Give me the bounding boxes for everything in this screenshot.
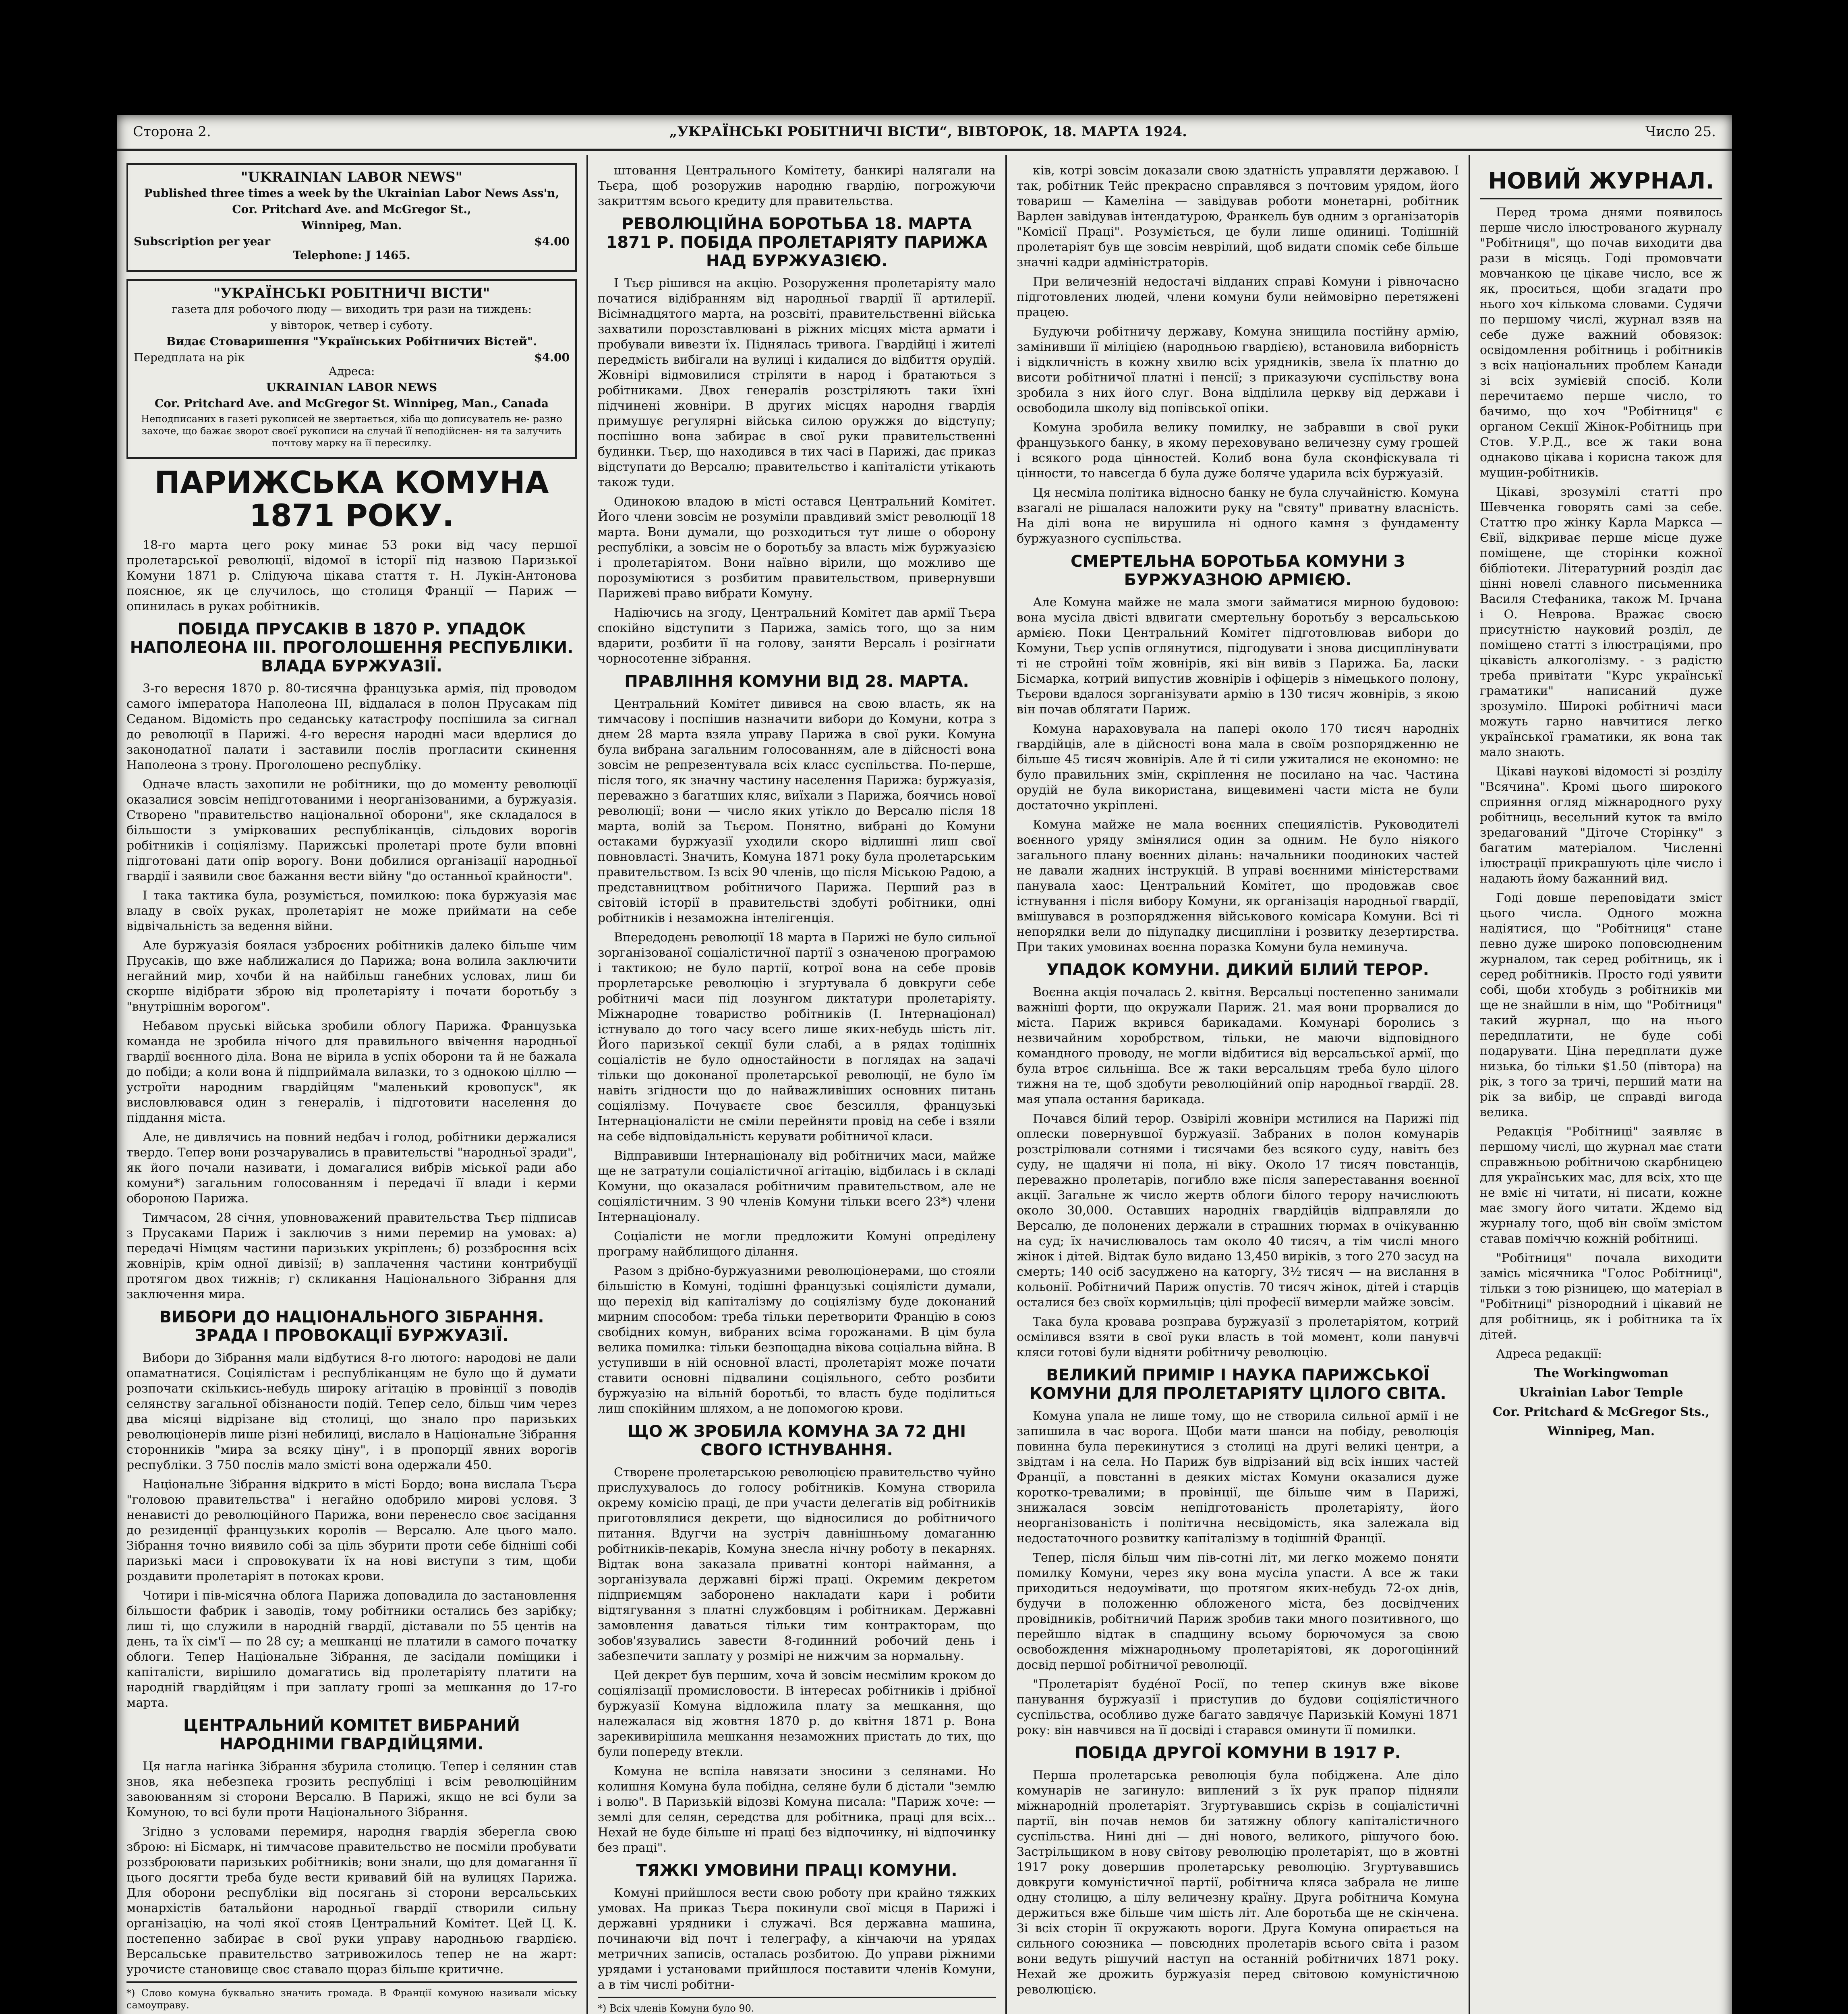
newspaper-page [117,115,1732,2014]
paragraph: Національне Зібрання відкрито в місті Бордо; вона вислала Тьєра "головою правительства" і негайно одобрило мирові условя. З ненависті до революційного Парижа, вони перенесло своє засідання до резиденції французьких королів — Версалю. Але цього мало. Зібрання точно виявило собі за ціль збурити проти себе бідніші собі паризькі маси і спровокувати їх на нові виступи з тим, щоби роздавити пролетаріят в потоках крови. [126,1477,577,1583]
column-2 [588,155,1007,2014]
address-line-1: UKRAINIAN LABOR NEWS [266,381,437,394]
section-heading: ПРАВЛІННЯ КОМУНИ ВІД 28. МАРТА. [624,672,969,691]
section-heading: ВЕЛИКИЙ ПРИМІР І НАУКА ПАРИЖСЬКОЇ КОМУНИ ДЛЯ ПРОЛЕТАРІЯТУ ЦІЛОГО СВІТА. [1029,1366,1446,1403]
journal-headline: НОВИЙ ЖУРНАЛ. [1480,169,1722,199]
masthead: „УКРАЇНСЬКІ РОБІТНИЧІ ВІСТИ“, ВІВТОРОК, 18. МАРТА 1924. [669,124,1187,140]
price-value: $4.00 [534,351,570,364]
address-label: Адреса: [328,365,375,378]
paragraph: І Тьєр рішився на акцію. Розоруження пролетаріяту мало початися відібранням від народньої гвардії її артилерії. Вісімнадцятого марта, на розсвіті, правительственні війська захватили порозставлювані в ріжних місцях міста армати і пробували вивезти їх. Піднялась тривога. Гвардійці і жителі передмість вибігали на вулиці і кидалися до відбиття орудій. Жовнірі відмовилися стріляти в народ і братаються з робітниками. Двох генералів розстріляють таки їхні підчинені жовніри. В других місцях народня гвардія примушує регулярні війська силою оружжя до відступу; поспішно вона забирає в свої руки правительственні будинки. Тьєр, що находився в тих часі в Парижі, дає приказ відступати до Версалю; правительство і капіталісти утікають також туди. [598,276,996,489]
paragraph: Годі довше переповідати зміст цього числа. Одного можна надіятися, що "Робітниця" стане певно дуже широко поповсюдненим журналом, так серед робітниць, як і серед робітників. Просто годі уявити собі, щоби хтобудь з робітників ми ще не знайшли в нім, що "Робітниця" такий журнал, що на нього передплатити, не буде собі подарувати. Ціна передплати дуже низька, бо тільки $1.50 (півтора) на рік, з того за тричі, перший мати на рік за вибір, це справді вигода велика. [1480,891,1722,1119]
paragraph: Але, не дивлячись на повний недбач і голод, робітники держалися твердо. Тепер вони розчарувались в правительстві "народньої зради", як його почали називати, і домагалися вибрів міської ради або комуни*) загальним голосованням і передачі її влади і керми обороною Парижа. [126,1130,577,1206]
paragraph: Одначе власть захопили не робітники, що до моменту революції оказалися зовсім непідготованими і неорганізованими, а буржуазія. Створено "правительство національної оборони", яке складалося в більшости з умірковаших республіканців, сільдових ворогів робітників і соціялізму. Парижські пролетарі проте були вповні підготовані дати опір ворогу. Вони добилися організації народньої гвардії і заявили своє бажання вести війну "до останньої крайности". [126,777,577,883]
paragraph: Тимчасом, 28 січня, уповноважений правительства Тьєр підписав з Прусаками Париж і заключив з ними перемир на умовах: а) передачі Німцям частини паризьких укріплень; б) роззброєння всіх жовнірів, крім одної дивізії; в) заплачення частини контрибуції протягом двох тижнів; г) скликання Національного Зібрання для заключення мира. [126,1211,577,1301]
paragraph: При величезній недостачі відданих справі Комуни і рівночасно підготовлених людей, члени комуни були неймовірно перетяжені працею. [1017,275,1459,319]
journal-address-3: Cor. Pritchard & McGregor Sts., [1492,1405,1710,1419]
section-heading: ЩО Ж ЗРОБИЛА КОМУНА ЗА 72 ДНІ СВОГО ІСТНУВАННЯ. [627,1422,966,1459]
page-header [117,115,1732,151]
paragraph: Комуна не вспіла навязати зносини з селянами. Но колишня Комуна була побідна, селяне були б дістали "землю і волю". В Паризькій відозві Комуна писала: "Париж хоче: — землі для селян, середства для робітника, праці для всіх... Нехай не буде більше ні праці без відпочинку, ні відпочинку без праці". [598,1764,996,1855]
paragraph: Надіючись на згоду, Центральний Комітет дав армії Тьєра спокійно відступити з Парижа, замісь того, що за ним вдарити, розбити її на голову, заняти Версаль і розігнати чорносотенне зібрання. [598,606,996,666]
english-masthead-box [126,163,577,272]
paragraph: Така була кровава розправа буржуазії з пролетаріятом, котрий осмілився взяти в свої руки власть в той момент, коли панувчі кляси готові були відняти робітничу революцію. [1017,1315,1459,1359]
column-1 [117,155,588,2014]
subscription-value: $4.00 [534,235,570,248]
paragraph: Ця несміла політика відносно банку не була случайністю. Комуна взагалі не рішалася наложити руку на "святу" приватну власність. На ділі вона не вирушила ні одного камня з фундаменту буржуазного суспільства. [1017,486,1459,546]
paragraph: ків, котрі зовсім доказали свою здатність управляти державою. І так, робітник Тейс прекрасно справлявся з почтовим урядом, його товариш — Камеліна — завідував роботи монетарні, робітник Варлен завідував інтендатурою, Франкель був одним з організаторів "Комісії Праці". Розуміється, це були лише одиниці. Тодішній пролетаріят був ще зовсім неврілий, щоб видати спомік себе більше значні кадри адміністраторів. [1017,164,1459,269]
column-4 [1470,155,1732,2014]
subscription-label: Subscription per year [134,235,271,248]
ukrainian-line-2: у вівторок, четвер і суботу. [270,319,433,332]
english-line-2: Cor. Pritchard Ave. and McGregor St., [232,203,471,216]
address-heading: Адреса редакції: [1496,1347,1602,1361]
paragraph: Чотири і пів-місячна облога Парижа доповадила до застановлення більшости фабрик і заводів, тому робітники остались без зарібку; лиш ті, що служили в народній гвардії, діставали по 55 центів на день, та їх сім'ї — по 28 су; а мешканці не платили в самого початку облоги. Тепер Національне Зібрання, де засідали поміщики і капіталісти, вирішило домагатись від пролетаріяту платити на народній гвардійцям і при заплату гроші за мешкання до 17-го марта. [126,1589,577,1710]
journal-address-1: The Workingwoman [1533,1366,1669,1380]
ukrainian-masthead-box [126,279,577,459]
divider [598,1997,996,1998]
section-heading: ЦЕНТРАЛЬНИЙ КОМІТЕТ ВИБРАНИЙ НАРОДНІМИ ГВАРДІЙЦЯМИ. [183,1716,520,1753]
paragraph: Воєнна акція почалась 2. квітня. Версальці постепенно занимали важніші форти, що окружали Париж. 21. мая вони прорвалися до міста. Париж вкрився барикадами. Комунарі боролись з незвичайним хоробрством, тільки, не маючи відповідного командного проводу, не могли відбитися від версальської армії, що була втроє сильніша. Все ж таки версальцям треба було цілого тижня на те, щоб здобути революційний опір народньої гвардії. 28. мая упала остання барикада. [1017,985,1459,1106]
paragraph: Але буржуазія боялася узброєних робітників далеко більше чим Прусаків, що вже наближалися до Парижа; вона волила заключити негайний мир, хочби й на найбільш ганебних условах, лиш би скорше відібрати зброю від пролетаріяту і почати боротьбу з "внутрішнім ворогом". [126,939,577,1014]
paragraph: І така тактика була, розуміється, помилкою: пока буржуазія має владу в своїх руках, пролетаріят не може приймати на себе відвічальність за ведення війни. [126,889,577,933]
telephone: Telephone: J 1465. [293,249,410,262]
paragraph: Але Комуна майже не мала змоги займатися мирною будовою: вона мусіла двісті вдвигати смертельну боротьбу з версальською армією. Поки Центральний Комітет підготовлював вибори до Комуни, Тьєр успів оглянутися, підгодувати і знова дисциплінувати ті не стройні тоїм жовнірів, які він вивів з Парижа. Ба, ласки Бісмарка, котрий випустив жовнірів і офіцерів з німецького полону, Тьєрови вдалося зорганізувати армію в 130 тисяч жовнірів, з якою він почав облягати Париж. [1017,595,1459,717]
paragraph: Впередодень революції 18 марта в Парижі не було сильної зорганізованої соціалістичної партії з означеною програмою і тактикою; не було партії, котрої вона на себе провів прорлетарське революцію і згуртувала б довкруги себе робітничі маси під лозунгом диктатури пролетаріяту. Міжнародне товариство робітників (І. Інтернаціонал) істнувало до того часу всего лише яких-небудь шість літ. Його паризької секції були слабі, а в рядах тодішніх соціалістів не було одностайности в поглядах на задачі тільки що доконаної пролетарської революції, не було їм навіть згідности що до найважливіших основних питань соціялізму. Почуваєте своє безсилля, французькі Інтернаціоналісти не сміли перейняти провід на себе і взяли на себе відповідальність керувати робітничої класи. [598,930,996,1144]
paragraph: "Робітниця" почала виходити замісь місячника "Голос Робітниці", тільки з тою різницею, що матеріал в "Робітниці" різнородний і цікавий не для робітниць, як і робітника та їх дітей. [1480,1251,1722,1342]
divider [126,1981,577,1983]
paragraph: Згідно з условами перемиря, народня гвардія зберегла свою зброю: ні Бісмарк, ні тимчасове правительство не посміли пробувати роззброювати паризьких робітників; вони знали, що для домагання її цього досягти треба буде вести кривавий бій на вулицях Парижа. Для оборони республіки від посягань зі сторони версальських монархістів батальйони народньої гвардії створили сильну організацію, на чолі якої стояв Центральний Комітет. Цей Ц. К. постепенно забирає в свої руки управу народньою гвардією. Версальське правительство затривожилось тепер не на жарт: урочисте становище своє ставало щораз більше критичне. [126,1825,577,1977]
english-title: "UKRAINIAN LABOR NEWS" [240,169,463,185]
paragraph: Ця нагла нагінка Зібрання збурила столицю. Тепер і селянин став знов, яка небезпека грозить республіці і всім революційним завоюванням зі сторони Версалю. В Парижі, якщо не всі були за Комуною, то всі були проти Національного Зібрання. [126,1759,577,1819]
english-line-1: Published three times a week by the Ukrainian Labor News Ass'n, [144,186,559,200]
paragraph: Небавом пруські війська зробили облогу Парижа. Французька команда не зробила нічого для правильного ввічення народньої гвардії воєнного діла. Вона не вірила в успіх оборони та й не бажала до побіди; а коли вона й підприймала вилазки, то з однокою ціллю — устроїти народним гвардійцям "маленький кровопуск", як висловлювався один з генералів, і підготовити населення до піддання міста. [126,1019,577,1125]
paragraph: штовання Центрального Комітету, банкирі налягали на Тьєра, щоб розоружив народню гвардію, погрожуючи закриттям всього кредиту для правительства. [598,164,996,208]
section-heading: РЕВОЛЮЦІЙНА БОРОТЬБА 18. МАРТА 1871 Р. ПОБІДА ПРОЛЕТАРІЯТУ ПАРИЖА НАД БУРЖУАЗІЄЮ. [606,215,988,270]
paragraph: Редакція "Робітниці" заявляє в першому числі, що журнал має стати справжньою робітничою скарбницею для українських мас, для всіх, хто ще не вміє ні читати, ні писати, кожне має змогу його читати. Ждемо від журналу того, щоб він своїм змістом ставав поміччю кожній робітниці. [1480,1125,1722,1246]
english-line-3: Winnipeg, Man. [301,219,402,232]
paragraph: Комуна нараховувала на папері около 170 тисяч народніх гвардійців, але в дійсності вона мала в своїм розпорядженню не більше 45 тисяч жовнірів. Але й ті сили ужиталися не економно: не було правильних змін, скріплення не посилано на час. Частина орудій не була використана, вищевимені части міста не були достаточно укріплені. [1017,722,1459,812]
paragraph: Перша пролетарська революція була побіджена. Але діло комунарів не загинуло: виплений з їх рук прапор підняли міжнародній пролетаріят. Згуртувавшись скрізь в соціалістичні партії, він почав немов би затяжну облогу капіталістичного суспільства. Нині дні — дні нового, великого, рішучого бою. Застрільщиком в нову світову революцію пролетаріят, що в жовтні 1917 року довершив пролетарську революцію. Згуртувавшись довкруги комуністичної партії, робітнича кляса забрала не лише одну столицю, а цілу величезну країну. Друга робітнича Комуна держиться вже більше чим шість літ. Але боротьба ще не скінчена. Зі всіх сторін її окружають вороги. Друга Комуна опирається на сильного союзника — повсюдних пролетарів всього світа і разом вони ведуть рішучий наступ на останній робітничих 1871 року. Нехай же дрожить буржуазія перед світовою комуністичною революцією. [1017,1768,1459,1997]
price-label: Передплата на рік [134,351,245,364]
address-line-2: Cor. Pritchard Ave. and McGregor St. Winnipeg, Man., Canada [154,397,549,410]
price-row [134,351,570,365]
journal-address-4: Winnipeg, Man. [1547,1424,1655,1438]
paragraph: Одинокою владою в місті остався Центральний Комітет. Його члени зовсім не розуміли правдивий зміст революції 18 марта. Вони думали, що розходиться тут лише о оборону республіки, а зовсім не о боротьбу за власть між буржуазією і пролетаріятом. Вони наївно вірили, що можливо ще порозуміютися з розбитим правительством, привернувши Парижеві право вибрати Комуну. [598,495,996,601]
paragraph: Комуна упала не лише тому, що не створила сильної армії і не запишила в час ворога. Щоби мати шанси на побіду, революція повинна була перекинутися з столиці на другі великі центри, а звідтам і на села. Но Париж був відрізаний від всіх інших частей Франції, а повстанні в деяких містах Комуни оказалися дуже коротко-тревалими; в провінції, ще більше чим в Парижі, знижалася зовсім непідготованість пролетаріяту, його неорганізованість і політична несвідомість, яка залежала від недостаточного розвитку капіталізму в тодішній Франції. [1017,1409,1459,1546]
paragraph: Разом з дрібно-буржуазними революціонерами, що стояли більшістю в Комуні, тодішні французькі соціялісти думали, що перехід від капіталізму до соціялізму буде доконаний мирним способом: треба тільки перетворити Францію в союз свобідних комун, вибраних всіма горожанами. В цім була велика помилка: тільки безпощадна вікова соціальна війна. В уступивши в ній основної власті, пролетаріят може почати ставити основні підвалини соціяльного, себто розбити буржуазію на вільній боротьбі, то власть буде поділиться лиш спокійним шляхом, а не допомогою крови. [598,1264,996,1416]
paragraph: Цей декрет був першим, хоча й зовсім несмілим кроком до соціялізації промисловости. В інтересах робітників і дрібної буржуазії Комуна відложила плату за мешкання, що належалася від жовтня 1870 р. до квітня 1871 р. Вона зарекивирішила мешкання незаможних пристать до тих, що були попереду втекли. [598,1668,996,1759]
footnote: *) Всіх членів Комуни було 90. [598,2003,754,2014]
ukrainian-line-3: Видає Стоваришення "Українських Робітничих Вістей". [166,335,537,348]
paragraph: 3-го вересня 1870 р. 80-тисячна французька армія, під проводом самого імператора Наполеона III, віддалася в полон Прусакам під Седаном. Відомість про седанську катастрофу поспішила за сигнал до революції в Парижі. 4-го вересня народні маси вдерлися до законодатної палати і заставили послів прогласити скинення Наполеона з трону. Проголошено республіку. [126,682,577,772]
paragraph: "Пролетаріят буде́ної Росії, по тепер скинув вже вікове панування буржуазії і приступив до будови соціялістичного суспільства, особливо дуже багато завдячує Паризькій Комуні 1871 року: він навчився на її досвіді і старався оминути її помилки. [1017,1677,1459,1737]
editorial-note: Неподписаних в газеті рукописей не звертається, хіба що дописуватель не- разно захоче, що бажає зворот своєї рукописи на случай її неподійснен- ня та залучить почтову марку на її пересилку. [141,413,562,449]
paragraph: Цікаві, зрозумілі статті про Шевченка говорять самі за себе. Статтю про жінку Карла Маркса — Євії, відкриває перше місце дуже поміщене, ще сторінки кожної бібліотеки. Літературний розділ дає цінні новелі славного письменника Василя Стефаника, також М. Ірчана і О. Неврова. Вражає своєю присутністю науковий розділ, де поміщено статті з ілюстраціями, про цікавість алкоголізму. - з радістю треба привітати "Курс українськї граматики" написаний дуже зрозуміло. Широкі робітничі маси можуть гарно навчитися легко української граматики, як вона так мало знають. [1480,485,1722,759]
paragraph: Вибори до Зібрання мали відбутися 8-го лютого: народові не дали опаматнатися. Соціялістам і республіканцям не було що й думати розпочати скількись-небудь широку агітацію в провінції з поводів селянству загальної обізнаности подій. Тепер село, більш чим через два місяці відрізане від столиці, що знало про паризьких революціонерів лише різні небилиці, вислало в Національне Зібрання сторонників "мира за всяку ціну", і в пропорції явних ворогів республіки. З 750 послів мало змісті вона одержали 450. [126,1351,577,1472]
paragraph: Комуні прийшлося вести свою роботу при крайно тяжких умовах. На приказ Тьєра покинули свої місця в Парижі і державні урядники і служачі. Вся державна машина, починаючи від почт і телеграфу, а кінчаючи на урядах метричних записів, осталась розбитою. До управи ріжними урядами і установами прийшлося поставити членів Комуни, а в тім числі робітни- [598,1886,996,1992]
footnote: *) Слово комуна буквально значить громада. В Франції комуною називали міську самоуправу. [126,1987,577,2011]
main-headline: ПАРИЖСЬКА КОМУНА 1871 РОКУ. [154,464,549,533]
paragraph: Перед трома днями появилось перше число ілюстрованого журналу "Робітниця", що почав виходити два рази в місяць. Годі промовчати мовчанкою це цікаве число, все ж як, проситься, щоби згадати про нього хоч кількома словами. Судячи по першому числі, журнал взяв на себе дуже важний обовязок: освідомлення робітниць і робітників з всіх національних проблем Канади зі всіх зумієвій спосіб. Коли перечитаємо перше число, то бачимо, що хоч "Робітниця" є органом Секції Жінок-Робітниць при Стов. У.Р.Д., все ж таки вона однаково цікава і корисна також для мущин-робітників. [1480,205,1722,480]
column-3 [1007,155,1470,2014]
paragraph: Комуна майже не мала воєнних специялістів. Руководителі воєнного уряду змінялися один за одним. Не було ніякого загального плану воєнних ділань: начальники поодиноких частей не давали жадних інструкцій. В управі воєнними міністерствами панувала хаос: Центральний Комітет, що продовжав своє істнування і після вибору Комуни, як організація народньої гвардії, вмішувався в розпорядження військового комісара Комуни. Всі ті непорядки вели до підупадку дисципліни і розвитку дезертирства. При таких умовинах воєнна поразка Комуни була неминуча. [1017,818,1459,954]
section-heading: СМЕРТЕЛЬНА БОРОТЬБА КОМУНИ З БУРЖУАЗНОЮ АРМІЄЮ. [1070,552,1405,589]
paragraph: Соціалісти не могли предложити Комуні опреділену програму найблищого ділання. [598,1229,996,1259]
section-heading: ПОБІДА ПРУСАКІВ В 1870 Р. УПАДОК НАПОЛЕОНА III. ПРОГОЛОШЕННЯ РЕСПУБЛІКИ. ВЛАДА БУРЖУАЗІЇ. [130,620,574,675]
paragraph: Почався білий терор. Озвірілі жовніри мстилися на Парижі під оплески повернувшої буржуазії. Забраних в полон комунарів розстрілювали сотнями і тисячами без всякого суду, навіть без суду, не щадячи ні пола, ні віку. Около 17 тисяч повстанців, переважно пролетарів, погибло вже після запереставання воєнної акції. Загальне ж число жертв облоги білого терору начислюють около 30,000. Оставших народніх гвардійців відправляли до Версалю, де полонених держали в страшних тюрмах в очікуванню на суд; їх начислювалось там около 40 тисяч, а тім числі много жінок і дітей. Відтак було видано 13,450 виріків, з того 270 засуд на смерть; 140 осіб засуджено на каторгу, 3½ тисяч — на вислання в кольонії. Робітничий Париж опустів. 70 тисяч жінок, дітей і старців осталися без своїх кормильців; цілі професії вимерли майже зовсім. [1017,1112,1459,1310]
paragraph: Комуна зробила велику помилку, не забравши в свої руки французького банку, в якому переховувано величезну суму грошей і всякого рода цінностей. Колиб вона була сконфіскувала ті цінности, то навсегда б була дуже боляче ударила всіх буржуазій. [1017,421,1459,481]
section-heading: ПОБІДА ДРУГОЇ КОМУНИ В 1917 Р. [1075,1744,1401,1762]
journal-address-2: Ukrainian Labor Temple [1519,1386,1683,1400]
page-number: Сторона 2. [133,124,211,140]
subscription-row [134,235,570,249]
ukrainian-title: "УКРАЇНСЬКІ РОБІТНИЧІ ВІСТИ" [213,285,490,301]
paragraph: Центральний Комітет дивився на свою власть, як на тимчасову і поспішив назначити вибори до Комуни, котра з днем 28 марта взяла управу Парижа в свої руки. Комуна була вибрана загальним голосованням, але в дійсності вона зовсім не репрезентувала всіх класс суспільства. По-перше, після того, як значну частину населення Парижа: буржуазія, переважно з багатших кляс, виїхали з Парижа, боячись нової революції; вони — число яких утікло до Версалю після 18 марта, волій за Тьєром. Понятно, вибрані до Комуни остаками буржуазії уходили скоро відлишні лиш свої повновласті. Значить, Комуна 1871 року була пролетарським правительством. Із всіх 90 членів, що після Міською Радою, а представництвом робітничого Парижа. Перший раз в світовій історії в правительстві здобуті робітники, одні робітників і незаможна інтелігенція. [598,697,996,925]
paragraph: Тепер, після більш чим пів-сотні літ, ми легко можемо поняти помилку Комуни, через яку вона мусіла упасти. А все ж таки приходиться недоумівати, що протягом яких-небудь 72-ох днів, будучи в положенню обложеного міста, без досвідчених провідників, робітничий Париж зробив таки много позитивного, що перейшло відтак в спадщину всьому борючомуся за свою освобождення міжнародньому пролетаріятові, як дорогоцінний досвід першої робітничої революції. [1017,1551,1459,1672]
paragraph: Цікаві наукові відомості зі розділу "Всячина". Кромі цього широкого сприяння огляд міжнародного руху робітниць, весельний куток та вміло зредагований "Діточе Сторінку" з багатим матеріалом. Численні ілюстрації прикрашують ціле число і надають йому бажанний вид. [1480,765,1722,886]
section-heading: ТЯЖКІ УМОВИНИ ПРАЦІ КОМУНИ. [636,1861,957,1880]
ukrainian-line-1: газета для робочого люду — виходить три рази на тиждень: [171,303,532,316]
paragraph: Відправивши Інтернаціоналу від робітничих маси, майже ще не затратули соціалістичної агітацію, відбилась і в складі Комуни, що оказалася робітничим правительством, але не соціялістичним. З 90 членів Комуни тільки всего 23*) члени Інтернаціоналу. [598,1149,996,1224]
paragraph: Будуючи робітничу державу, Комуна знищила постійну армію, замінивши її міліцією (народньою гвардією), встановила виборність і відкличність в кожну хвилю всіх урядників, звела їх платню до висоти робітничої платні і пенсії; з приказуючи суспільству вона зробила з них його слуг. Вона відділила церкву від держави і освободила школу від попівської опіки. [1017,325,1459,415]
section-heading: ВИБОРИ ДО НАЦІОНАЛЬНОГО ЗІБРАННЯ. ЗРАДА І ПРОВОКАЦІЇ БУРЖУАЗІЇ. [159,1308,544,1345]
intro-paragraph: 18-го марта цего року минає 53 роки від часу першої пролетарської революції, відомої в історії під назвою Паризької Комуни 1871 р. Слідуюча цікава стаття т. Н. Лукін-Антонова пояснює, як це случилось, що столиця Франції — Париж — опинилась в руках робітників. [126,538,577,613]
issue-number: Число 25. [1645,124,1716,140]
section-heading: УПАДОК КОМУНИ. ДИКИЙ БІЛИЙ ТЕРОР. [1046,961,1429,979]
paragraph: Створене пролетарською революцією правительство чуйно прислухувалось до голосу робітників. Комуна створила окрему комісію праці, де при участи делегатів від робітників приготовлялися декрети, що відносилися до робітничого питання. Вдугчи на зустріч давнішньому домаганню робітників-пекарів, Комуна знесла нічну роботу в пекарнях. Відтак вона заказала приватні конторі наймання, а зорганізувала державні біржі праці. Окремим декретом підприємцям заборонено накладати кари і робити відтягування з платні службовцям і робітникам. Державні замовлення даваться тільки тим контракторам, що зобов'язувались завести 8-годинний робочий день і забезпечити заплату у розмірі не нижчим за нормальну. [598,1465,996,1663]
